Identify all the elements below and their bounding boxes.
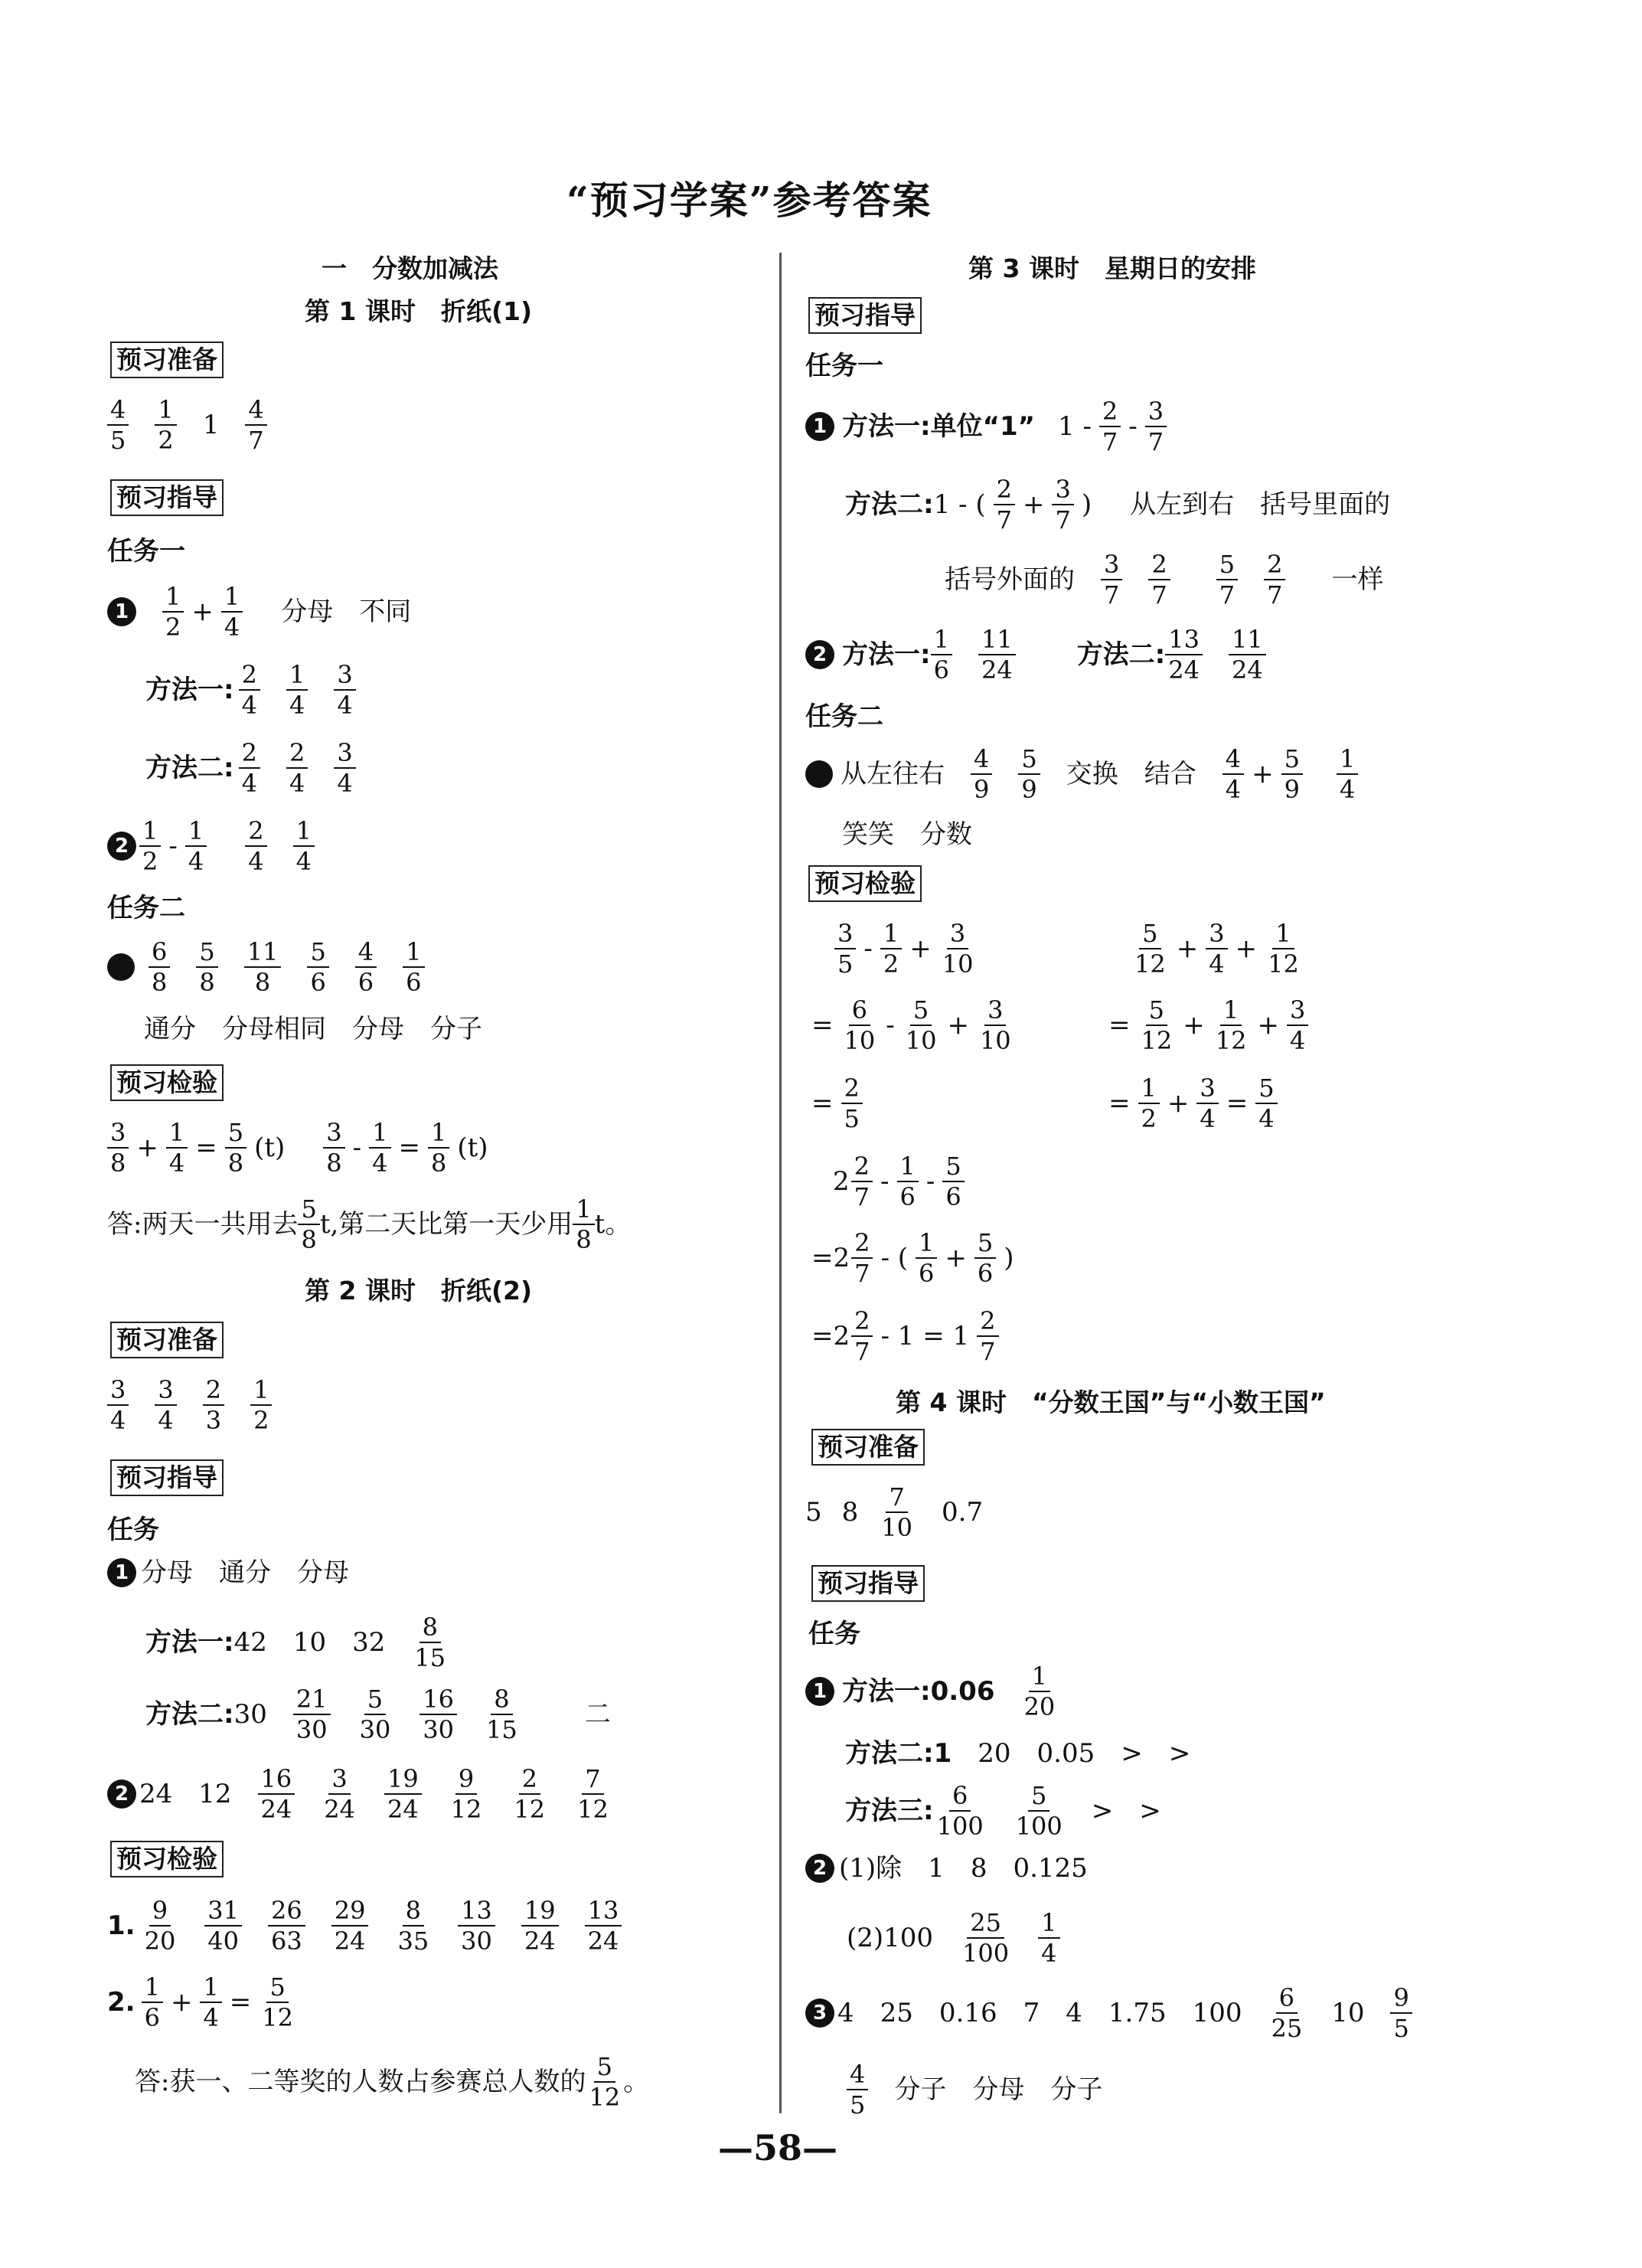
l3-q1-m1: 1 方法一:单位“1” 1 - 2 7 - 3 7	[805, 397, 1200, 456]
number-2-icon: 2	[107, 832, 136, 861]
calc-a-1: 3 5 - 1 2 + $\frac{3}{10}$	[834, 919, 984, 979]
l2-answer: 答:获一、二等奖的人数占参赛总人数的 5 12 。	[135, 2052, 650, 2112]
calc-c-3: =2 2 7 - 1 = 1 2 7	[811, 1306, 1007, 1366]
section-box-guide: 预习指导	[808, 297, 922, 334]
calc-a-2: = $\frac{6}{10}$ - 5 10 + $\frac{3}{10}$	[811, 995, 1011, 1055]
l4-q2b: (2)100 25 100 1 4	[847, 1908, 1086, 1968]
l3-q1-m2: 方法二: 1 - ( 2 7 + $\frac{3}{7}$ ) 从左到右 括号里面的	[845, 475, 1391, 534]
calc-c-1: 2 2 7 - 1 6 - 5 6	[833, 1152, 972, 1211]
fraction: 1 2	[155, 395, 176, 455]
l1-method2: 方法二: 2 4 2 4 3 4	[145, 738, 382, 798]
calc-a-3: = $\frac{2}{5}$	[811, 1074, 870, 1133]
bullet-icon	[107, 953, 135, 981]
lesson3-heading: 第 3 课时 星期日的安排	[968, 253, 1256, 283]
calc-c-2: =2 2 7 - ( 1 6 + $\frac{5}{6}$ )	[811, 1228, 1014, 1288]
l3-q2: 2 方法一: 1 6 11 24 方法二: 13 24 11 24	[805, 625, 1292, 685]
number-1-icon: 1	[805, 412, 834, 441]
section-box-guide: 预习指导	[110, 479, 224, 516]
section-box-check: 预习检验	[110, 1841, 224, 1877]
l1-check-equation: 3 8 + $\frac{1}{4}$ = $\frac{5}{8}$ (t) 3 8 - $\frac{1}{4}$ = $\frac{1}{8}$ (t)	[107, 1118, 496, 1178]
number-1-icon: 1	[805, 1677, 834, 1706]
l3-q1-m2-line2: 括号外面的 3 7 2 7 5 7 2 7 一样	[945, 550, 1384, 609]
number-2-icon: 2	[805, 640, 834, 669]
l4-q3: 3 4 25 0.16 7 4 1.75 100 6 25 10 9 5	[805, 1983, 1438, 2043]
lesson2-heading: 第 2 课时 折纸(2)	[305, 1276, 533, 1306]
l4-q2a: 2 (1)除 1 8 0.125	[805, 1853, 1114, 1884]
section-box-guide: 预习指导	[110, 1459, 224, 1496]
l1-t2-words: 通分 分母相同 分母 分子	[144, 1014, 482, 1044]
l3-t2: 从左往右 4 9 5 9 交换 结合 4 4 + $\frac{5}{9}$ 1 4	[805, 744, 1384, 804]
calc-b-1: 5 12 + $\frac{3}{4}$ + $\frac{1}{12}$	[1134, 919, 1299, 979]
l1-t2-fractions: 6 8 5 8 11 8 5 6 4 6 1 6	[107, 937, 451, 997]
number-2-icon: 2	[107, 1779, 136, 1809]
task-label: 任务	[808, 1619, 860, 1649]
lesson4-heading: 第 4 课时 “分数王国”与“小数王国”	[896, 1387, 1326, 1417]
section-box-guide: 预习指导	[811, 1565, 925, 1602]
section-box-check: 预习检验	[808, 865, 922, 902]
l4-q1-m3: 方法三: 6 100 5 100 > >	[845, 1781, 1161, 1841]
l4-q1-m2: 方法二:1 20 0.05 > >	[845, 1738, 1191, 1769]
fraction: 4 5	[107, 395, 129, 455]
number-2-icon: 2	[805, 1854, 834, 1883]
fraction: 4 7	[245, 395, 266, 455]
calc-b-3: = $\frac{1}{2}$ + $\frac{3}{4}$ = $\frac{5}{4}$	[1108, 1074, 1285, 1133]
l2-check-1: 1. 9 20 31 40 26 63 29 24 8 35 13 30 19 24 13 24	[107, 1896, 648, 1956]
number-3-icon: 3	[805, 1998, 834, 2028]
l4-q1-m1: 1 方法一:0.06 1 20	[805, 1662, 1084, 1721]
l2-q1: 1 分母 通分 分母	[107, 1557, 375, 1588]
task-label: 任务一	[805, 351, 883, 381]
l2-method2: 方法二: 30 21 30 5 30 16 30 8 15 二	[145, 1685, 611, 1744]
task-label: 任务二	[805, 701, 883, 732]
page-title: “预习学案”参考答案	[566, 178, 932, 223]
task-label: 任务一	[107, 536, 185, 567]
l2-check-2: 2. 1 6 + $\frac{1}{4}$ = $\frac{5}{12}$	[107, 1972, 294, 2032]
bullet-icon	[805, 760, 833, 788]
lesson1-heading: 第 1 课时 折纸(1)	[305, 296, 533, 326]
l1-answer: 答:两天一共用去 5 8 t,第二天比第一天少用 1 8 t。	[107, 1194, 632, 1254]
l2-method1: 方法一: 42 10 32 8 15	[145, 1613, 446, 1672]
column-divider	[779, 253, 782, 2113]
l1-q2: 2 1 2 - 1 4 2 4 1 4	[107, 816, 341, 876]
l1-q1: 1 1 2 + $\frac{1}{4}$ 分母 不同	[107, 582, 437, 642]
l2-q2: 2 24 12 16 24 3 24 19 24 9 12 2 12 7 12	[107, 1764, 638, 1824]
calc-b-2: = $\frac{5}{12}$ + $\frac{1}{12}$ + $\frac{3}{4}$	[1108, 995, 1316, 1055]
section-box-prep: 预习准备	[110, 342, 224, 378]
l1-method1: 方法一: 2 4 1 4 3 4	[145, 660, 382, 720]
task-label: 任务二	[107, 893, 185, 923]
section-box-prep: 预习准备	[110, 1322, 224, 1358]
section-box-prep: 预习准备	[811, 1429, 925, 1466]
number-1-icon: 1	[107, 1558, 136, 1587]
l3-t2-words: 笑笑 分数	[842, 819, 972, 850]
section-box-check: 预习检验	[110, 1064, 224, 1101]
l4-prep: 5 8 7 10 0.7	[805, 1482, 984, 1542]
task-label: 任务	[107, 1515, 159, 1545]
l4-q3-words: 4 5 分子 分母 分子	[847, 2060, 1128, 2119]
unit-heading: 一 分数加减法	[322, 253, 498, 283]
l2-prep-answers: 3 4 3 4 2 3 1 2	[107, 1375, 298, 1435]
l1-prep-answers: 4 5 1 2 1 4 7	[107, 395, 293, 455]
page-number: —58—	[718, 2127, 838, 2168]
number-1-icon: 1	[107, 597, 136, 626]
